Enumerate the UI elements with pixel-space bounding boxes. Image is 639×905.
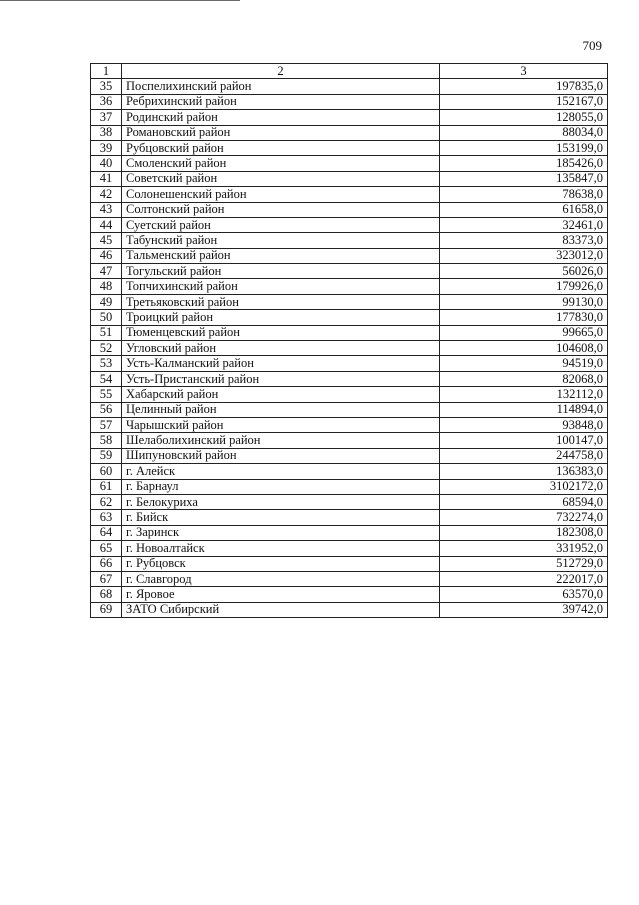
district-name-cell: Угловский район (122, 341, 440, 356)
table-row (91, 448, 608, 463)
row-number-cell: 54 (91, 371, 122, 386)
district-name-cell: Смоленский район (122, 156, 440, 171)
amount-cell: 512729,0 (440, 556, 608, 571)
table-row (91, 110, 608, 125)
table-row (91, 202, 608, 217)
row-number-cell: 47 (91, 264, 122, 279)
row-number-cell: 69 (91, 602, 122, 617)
table-row (91, 310, 608, 325)
table-row (91, 433, 608, 448)
district-name-cell: г. Алейск (122, 464, 440, 479)
amount-cell: 152167,0 (440, 94, 608, 109)
amount-cell: 331952,0 (440, 541, 608, 556)
district-name-cell: г. Яровое (122, 587, 440, 602)
row-number-cell: 59 (91, 448, 122, 463)
district-name-cell: Рубцовский район (122, 140, 440, 155)
district-name-cell: Чарышский район (122, 417, 440, 432)
district-name-cell: Топчихинский район (122, 279, 440, 294)
amount-cell: 32461,0 (440, 217, 608, 232)
table-row (91, 94, 608, 109)
table-row (91, 525, 608, 540)
district-name-cell: Табунский район (122, 233, 440, 248)
district-name-cell: Ребрихинский район (122, 94, 440, 109)
district-name-cell: Тюменцевский район (122, 325, 440, 340)
amount-cell: 104608,0 (440, 341, 608, 356)
district-name-cell: Солонешенский район (122, 187, 440, 202)
amount-cell: 222017,0 (440, 571, 608, 586)
table-row (91, 341, 608, 356)
amount-cell: 63570,0 (440, 587, 608, 602)
amount-cell: 732274,0 (440, 510, 608, 525)
row-number-cell: 58 (91, 433, 122, 448)
district-name-cell: Третьяковский район (122, 294, 440, 309)
row-number-cell: 55 (91, 387, 122, 402)
district-name-cell: г. Заринск (122, 525, 440, 540)
table-row (91, 602, 608, 617)
data-table (90, 63, 608, 618)
row-number-cell: 68 (91, 587, 122, 602)
row-number-cell: 66 (91, 556, 122, 571)
amount-cell: 78638,0 (440, 187, 608, 202)
row-number-cell: 45 (91, 233, 122, 248)
amount-cell: 93848,0 (440, 417, 608, 432)
amount-cell: 82068,0 (440, 371, 608, 386)
row-number-cell: 39 (91, 140, 122, 155)
row-number-cell: 41 (91, 171, 122, 186)
table-row (91, 494, 608, 509)
amount-cell: 99665,0 (440, 325, 608, 340)
table-row (91, 556, 608, 571)
district-name-cell: Усть-Пристанский район (122, 371, 440, 386)
row-number-cell: 63 (91, 510, 122, 525)
row-number-cell: 48 (91, 279, 122, 294)
amount-cell: 153199,0 (440, 140, 608, 155)
amount-cell: 179926,0 (440, 279, 608, 294)
table-body (91, 79, 608, 618)
row-number-cell: 65 (91, 541, 122, 556)
table-row (91, 325, 608, 340)
district-name-cell: Тальменский район (122, 248, 440, 263)
table-row (91, 371, 608, 386)
row-number-cell: 57 (91, 417, 122, 432)
district-name-cell: Троицкий район (122, 310, 440, 325)
table-row (91, 248, 608, 263)
row-number-cell: 43 (91, 202, 122, 217)
amount-cell: 136383,0 (440, 464, 608, 479)
amount-cell: 114894,0 (440, 402, 608, 417)
amount-cell: 132112,0 (440, 387, 608, 402)
row-number-cell: 44 (91, 217, 122, 232)
header-cell-name: 2 (122, 64, 440, 79)
header-cell-value: 3 (440, 64, 608, 79)
district-name-cell: ЗАТО Сибирский (122, 602, 440, 617)
row-number-cell: 46 (91, 248, 122, 263)
row-number-cell: 53 (91, 356, 122, 371)
amount-cell: 185426,0 (440, 156, 608, 171)
page-number: 709 (582, 38, 602, 53)
district-name-cell: Шипуновский район (122, 448, 440, 463)
amount-cell: 39742,0 (440, 602, 608, 617)
table-row (91, 417, 608, 432)
row-number-cell: 51 (91, 325, 122, 340)
row-number-cell: 38 (91, 125, 122, 140)
row-number-cell: 40 (91, 156, 122, 171)
district-name-cell: г. Рубцовск (122, 556, 440, 571)
amount-cell: 88034,0 (440, 125, 608, 140)
district-name-cell: Советский район (122, 171, 440, 186)
table-row (91, 156, 608, 171)
amount-cell: 83373,0 (440, 233, 608, 248)
amount-cell: 3102172,0 (440, 479, 608, 494)
table-row (91, 125, 608, 140)
table-row (91, 140, 608, 155)
scan-edge-line (0, 0, 240, 1)
table-row (91, 402, 608, 417)
table-header-row (91, 64, 608, 79)
district-name-cell: Солтонский район (122, 202, 440, 217)
table-row (91, 541, 608, 556)
table-row (91, 464, 608, 479)
amount-cell: 61658,0 (440, 202, 608, 217)
table-row (91, 79, 608, 94)
district-name-cell: г. Белокуриха (122, 494, 440, 509)
district-name-cell: г. Бийск (122, 510, 440, 525)
amount-cell: 177830,0 (440, 310, 608, 325)
amount-cell: 244758,0 (440, 448, 608, 463)
amount-cell: 182308,0 (440, 525, 608, 540)
amount-cell: 68594,0 (440, 494, 608, 509)
header-cell-number: 1 (91, 64, 122, 79)
row-number-cell: 52 (91, 341, 122, 356)
row-number-cell: 50 (91, 310, 122, 325)
table-row (91, 279, 608, 294)
row-number-cell: 49 (91, 294, 122, 309)
table-row (91, 387, 608, 402)
district-name-cell: Суетский район (122, 217, 440, 232)
table-row (91, 264, 608, 279)
amount-cell: 94519,0 (440, 356, 608, 371)
amount-cell: 56026,0 (440, 264, 608, 279)
district-name-cell: Тогульский район (122, 264, 440, 279)
row-number-cell: 60 (91, 464, 122, 479)
amount-cell: 197835,0 (440, 79, 608, 94)
district-name-cell: Родинский район (122, 110, 440, 125)
amount-cell: 323012,0 (440, 248, 608, 263)
district-name-cell: Усть-Калманский район (122, 356, 440, 371)
table-row (91, 217, 608, 232)
district-name-cell: г. Новоалтайск (122, 541, 440, 556)
table-row (91, 571, 608, 586)
row-number-cell: 42 (91, 187, 122, 202)
amount-cell: 99130,0 (440, 294, 608, 309)
table-row (91, 294, 608, 309)
amount-cell: 100147,0 (440, 433, 608, 448)
amount-cell: 128055,0 (440, 110, 608, 125)
row-number-cell: 37 (91, 110, 122, 125)
district-name-cell: Шелаболихинский район (122, 433, 440, 448)
table-row (91, 479, 608, 494)
row-number-cell: 64 (91, 525, 122, 540)
district-name-cell: Поспелихинский район (122, 79, 440, 94)
table-row (91, 187, 608, 202)
district-name-cell: Хабарский район (122, 387, 440, 402)
district-name-cell: г. Славгород (122, 571, 440, 586)
row-number-cell: 35 (91, 79, 122, 94)
table-row (91, 233, 608, 248)
row-number-cell: 67 (91, 571, 122, 586)
amount-cell: 135847,0 (440, 171, 608, 186)
row-number-cell: 56 (91, 402, 122, 417)
table-row (91, 171, 608, 186)
district-name-cell: Целинный район (122, 402, 440, 417)
table-row (91, 510, 608, 525)
table-row (91, 587, 608, 602)
row-number-cell: 61 (91, 479, 122, 494)
row-number-cell: 36 (91, 94, 122, 109)
district-name-cell: г. Барнаул (122, 479, 440, 494)
district-name-cell: Романовский район (122, 125, 440, 140)
table-row (91, 356, 608, 371)
row-number-cell: 62 (91, 494, 122, 509)
